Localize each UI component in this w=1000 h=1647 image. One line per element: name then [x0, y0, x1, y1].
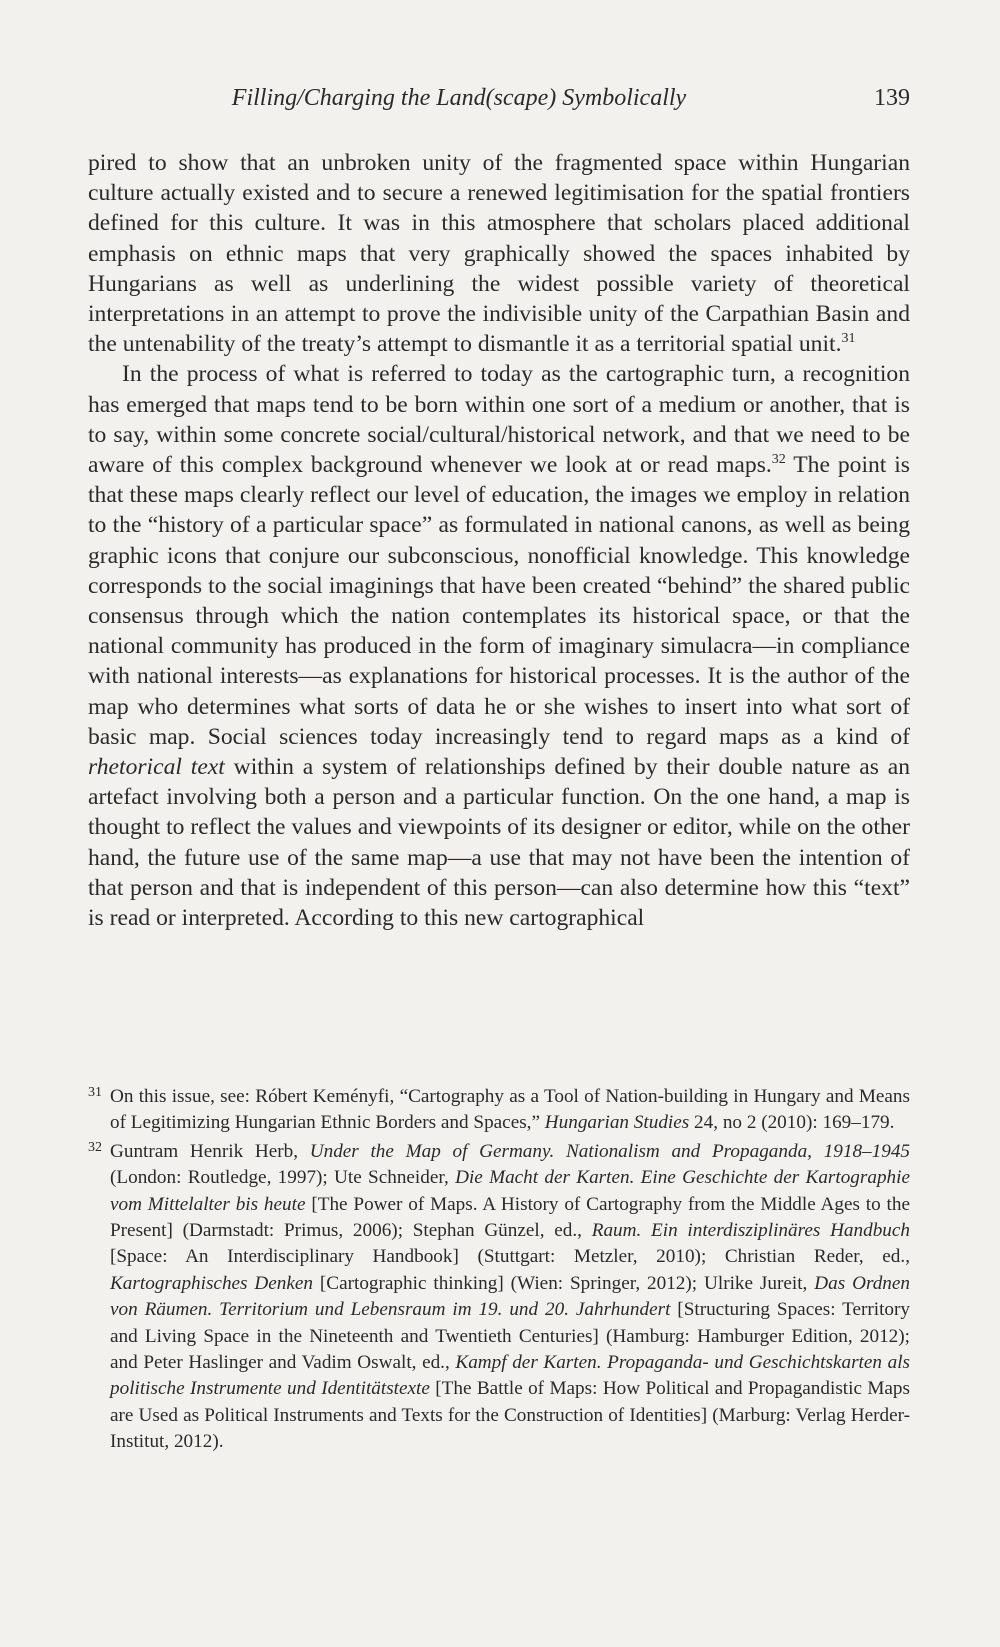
footnote-number: 32	[88, 1139, 102, 1155]
running-head	[88, 80, 910, 116]
footnote-text: 24, no 2 (2010): 169–179.	[689, 1112, 895, 1134]
footnote-title: Hungarian Studies	[544, 1112, 690, 1134]
footnote-text: Guntram Henrik Herb,	[110, 1140, 310, 1162]
footnote-text: [The Battle of Maps: How Political and Propagandistic Maps are Used as Political Instruments and Texts for the Construction of Identities] (Marburg: Verlag Herder-Institut, 2012).	[110, 1378, 910, 1453]
footnote-title: Kartographisches Denken	[110, 1272, 314, 1294]
footnote-number: 31	[88, 1085, 102, 1100]
footnote-title: Das Ordnen von Räumen. Territorium und Lebensraum im 19. und 20. Jahrhundert	[110, 1272, 910, 1321]
footnote-text: [Structuring Spaces: Territory and Living Space in the Nineteenth and Twentieth Centuries] (Hamburg: Hamburger Edition, 2012); and Peter Haslinger and Vadim Oswalt, ed.,	[110, 1299, 910, 1374]
footnote-text: [Space: An Interdisciplinary Handbook] (Stuttgart: Metzler, 2010); Christian Reder, ed.,	[110, 1246, 910, 1268]
footnote-title: Raum. Ein interdisziplinäres Handbuch	[591, 1220, 911, 1242]
footnote-ref-32: 32	[771, 452, 786, 468]
footnote-text: On this issue, see: Róbert Keményfi, “Cartography as a Tool of Nation-building in Hungary and Means of Legitimizing Hungarian Ethnic Borders and Spaces,”	[110, 1086, 910, 1134]
paragraph-1-text: pired to show that an unbroken unity of the fragmented space within Hungarian culture actually existed and to secure a renewed legitimisation for the spatial frontiers defined for this culture. It was in this atmosphere that scholars placed additional emphasis on ethnic maps that very graphically showed the spaces inhabited by Hungarians as well as underlining the widest possible variety of theoretical interpretations in an attempt to prove the indivisible unity of the Carpathian Basin and the untenability of the treaty’s attempt to dismantle it as a territorial spatial unit.	[88, 150, 910, 358]
footnote-text: [The Power of Maps. A History of Cartography from the Middle Ages to the Present] (Darmstadt: Primus, 2006); Stephan Günzel, ed.,	[110, 1193, 910, 1242]
footnote-title: Kampf der Karten. Propaganda- und Geschichtskarten als politische Instrumente und Identitätstexte	[110, 1352, 910, 1400]
footnote-32	[88, 1139, 910, 1456]
footnote-title: Under the Map of Germany. Nationalism and Propaganda, 1918–1945	[309, 1140, 911, 1162]
body-text	[88, 148, 910, 933]
footnote-title: Die Macht der Karten. Eine Geschichte der Kartographie vom Mittelalter bis heute	[110, 1167, 910, 1215]
paragraph-1	[88, 148, 910, 359]
running-title: Filling/Charging the Land(scape) Symbolically	[231, 85, 687, 111]
paragraph-2-text-a: In the process of what is referred to today as the cartographic turn, a recognition has emerged that maps tend to be born within one sort of a medium or another, that is to say, within some concrete social/cultural/historical network, and that we need to be aware of this complex background whenever we look at or read maps.	[88, 361, 910, 479]
footnote-ref-31: 31	[841, 331, 856, 347]
paragraph-2-text-b: The point is that these maps clearly reflect our level of education, the images we employ in relation to the “history of a particular space” as formulated in national canons, as well as being graphic icons that conjure our subconscious, nonofficial knowledge. This knowledge corresponds to the social imaginings that have been created “behind” the shared public consensus through which the nation contemplates its historical space, or that the national community has produced in the form of imaginary simulacra—in compliance with national interests—as explanations for historical processes. It is the author of the map who determines what sorts of data he or she wishes to insert into what sort of basic map. Social sciences today increasingly tend to regard maps as a kind of	[88, 452, 910, 750]
paragraph-2	[88, 359, 910, 933]
paragraph-2-emphasis: rhetorical text	[88, 754, 225, 781]
footnotes	[88, 1084, 910, 1458]
footnote-text: [Cartographic thinking] (Wien: Springer, 2012); Ulrike Jureit,	[313, 1272, 815, 1294]
page-number: 139	[874, 85, 910, 111]
footnote-text: (London: Routledge, 1997); Ute Schneider,	[110, 1167, 456, 1189]
paragraph-2-text-c: within a system of relationships defined by their double nature as an artefact involving both a person and a particular function. On the one hand, a map is thought to reflect the values and viewpoints of its designer or editor, while on the other hand, the future use of the same map—a use that may not have been the intention of that person and that is independent of this person—can also determine how this “text” is read or interpreted. According to this new cartographical	[88, 754, 911, 932]
footnote-31	[88, 1084, 910, 1137]
